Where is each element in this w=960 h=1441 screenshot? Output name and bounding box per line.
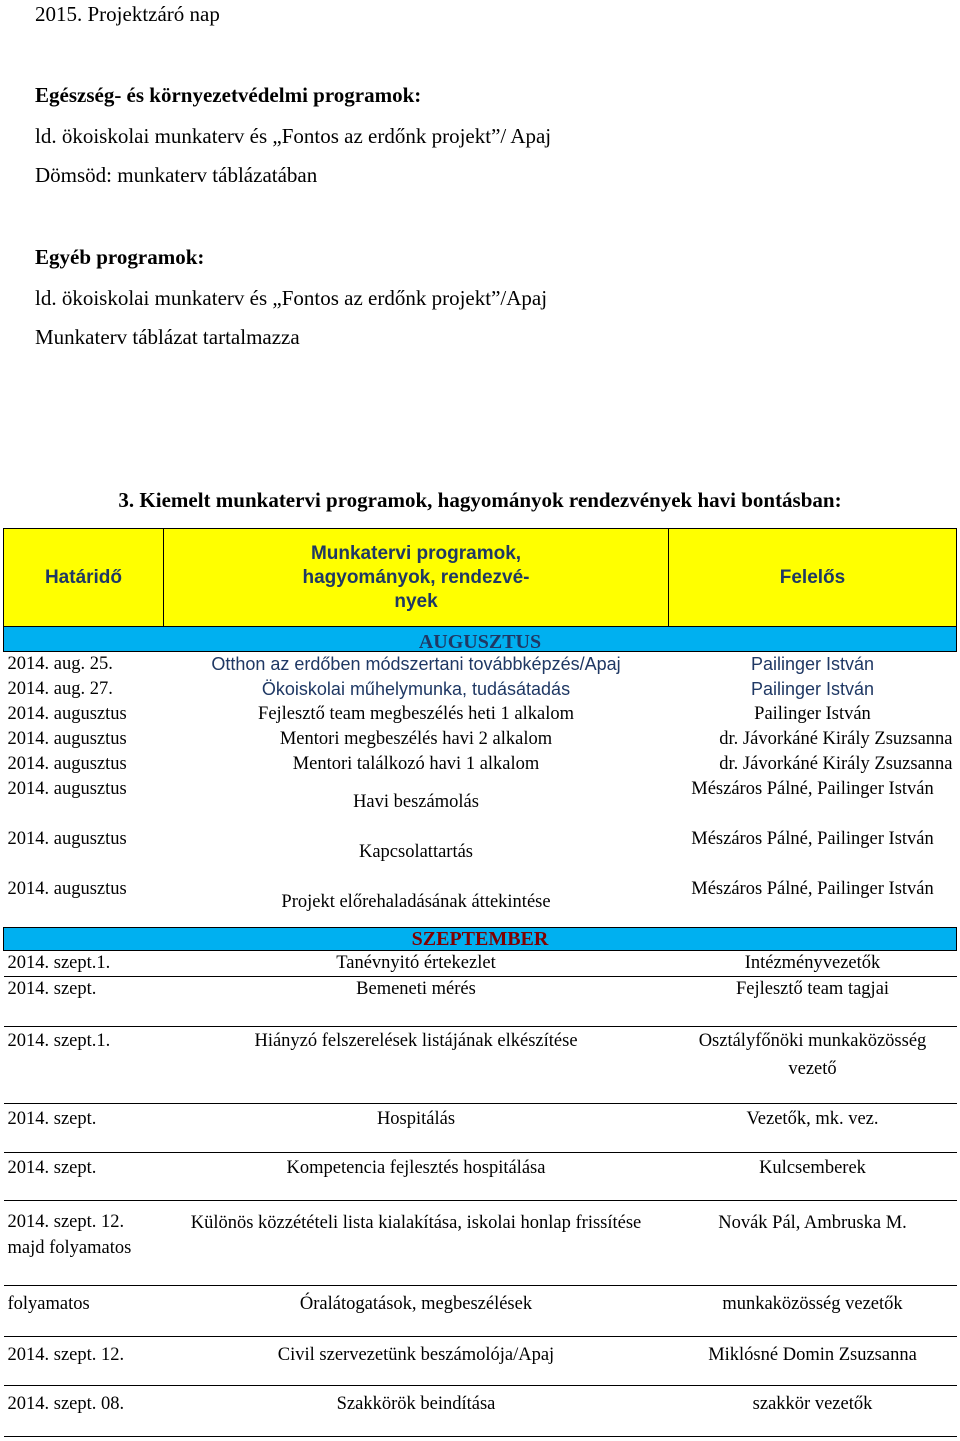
cell-date: folyamatos (4, 1286, 164, 1337)
cell-program: Hospitálás (164, 1104, 669, 1153)
table-row (4, 1153, 957, 1201)
cell-date: 2014. augusztus (7, 729, 127, 749)
table-row (4, 727, 957, 752)
cell-responsible: Fejlesztő team tagjai (669, 977, 957, 1027)
cell-responsible: Vezetők, mk. vez. (669, 1104, 957, 1153)
table-row (4, 951, 957, 977)
intro-line-projektzaro: 2015. Projektzáró nap (35, 2, 220, 26)
month-row-szeptember (4, 928, 957, 951)
program-table (3, 528, 956, 1437)
other-programs-line2: Munkaterv táblázat tartalmazza (35, 325, 300, 349)
cell-responsible: Osztályfőnöki munkaközösség vezető (669, 1027, 957, 1104)
health-programs-heading: Egészség- és környezetvédelmi programok: (35, 83, 422, 107)
header-hatarido: Határidő (4, 529, 164, 627)
cell-responsible: Mészáros Pálné, Pailinger István (691, 879, 934, 899)
cell-program: Hiányzó felszerelések listájának elkészítése (164, 1027, 669, 1104)
cell-program: Tanévnyitó értekezlet (164, 951, 669, 977)
table-row (4, 777, 957, 827)
other-programs-line1: ld. ökoiskolai munkaterv és „Fontos az erdőnk projekt”/Apaj (35, 286, 548, 310)
cell-date: 2014. szept.1. (4, 1027, 164, 1104)
cell-program: Mentori megbeszélés havi 2 alkalom (279, 729, 553, 749)
cell-responsible: Novák Pál, Ambruska M. (669, 1201, 957, 1286)
table-row (4, 752, 957, 777)
header-felelos: Felelős (669, 529, 957, 627)
cell-program: Kapcsolattartás (358, 841, 474, 862)
table-row (4, 1027, 957, 1104)
table-row (4, 677, 957, 702)
cell-program: Havi beszámolás (353, 791, 479, 812)
cell-date: 2014. augusztus (7, 879, 127, 899)
cell-date: 2014. szept. 08. (4, 1386, 164, 1437)
cell-program: Bemeneti mérés (164, 977, 669, 1027)
cell-date: 2014. szept. 12. (4, 1337, 164, 1386)
table-row (4, 1201, 957, 1286)
cell-responsible: Kulcsemberek (669, 1153, 957, 1201)
cell-date: 2014. szept. (4, 1104, 164, 1153)
table-row (4, 702, 957, 727)
cell-date: 2014. szept.1. (4, 951, 164, 977)
header-programok: Munkatervi programok, hagyományok, rendezvé-nyek (164, 529, 669, 627)
cell-responsible: Mészáros Pálné, Pailinger István (691, 829, 934, 849)
other-programs-heading: Egyéb programok: (35, 245, 205, 269)
month-row-augusztus (4, 627, 957, 652)
table-row (4, 977, 957, 1027)
cell-date: 2014. augusztus (7, 704, 127, 724)
cell-date: 2014. aug. 27. (7, 679, 113, 699)
month-label-augusztus: AUGUSZTUS (4, 627, 957, 652)
cell-responsible: dr. Jávorkáné Király Zsuzsanna (719, 754, 953, 774)
cell-program: Mentori találkozó havi 1 alkalom (292, 754, 540, 774)
cell-responsible: Pailinger István (750, 679, 875, 699)
table-row (4, 1104, 957, 1153)
cell-responsible: Pailinger István (750, 654, 875, 674)
section-title: 3. Kiemelt munkatervi programok, hagyományok rendezvények havi bontásban: (118, 488, 842, 512)
cell-responsible: Miklósné Domin Zsuzsanna (669, 1337, 957, 1386)
table-row (4, 877, 957, 928)
table-row (4, 827, 957, 877)
cell-program: Kompetencia fejlesztés hospitálása (164, 1153, 669, 1201)
cell-program: Ökoiskolai műhelymunka, tudásátadás (261, 679, 571, 699)
cell-date: 2014. augusztus (7, 829, 127, 849)
cell-date: 2014. aug. 25. (7, 654, 113, 674)
cell-program: Otthon az erdőben módszertani továbbképzés/Apaj (211, 654, 621, 674)
table-row (4, 1386, 957, 1437)
cell-program: Civil szervezetünk beszámolója/Apaj (164, 1337, 669, 1386)
cell-responsible: szakkör vezetők (669, 1386, 957, 1437)
table-row (4, 652, 957, 678)
health-programs-line2: Dömsöd: munkaterv táblázatában (35, 163, 318, 187)
cell-program: Óralátogatások, megbeszélések (164, 1286, 669, 1337)
table-header-row (4, 529, 957, 627)
cell-program: Különös közzétételi lista kialakítása, iskolai honlap frissítése (164, 1201, 669, 1286)
table-row (4, 1286, 957, 1337)
month-label-szeptember: SZEPTEMBER (4, 928, 957, 951)
cell-date: 2014. augusztus (7, 754, 127, 774)
cell-responsible: munkaközösség vezetők (669, 1286, 957, 1337)
cell-program: Fejlesztő team megbeszélés heti 1 alkalom (258, 704, 574, 724)
cell-date: 2014. augusztus (7, 779, 127, 799)
cell-responsible: Intézményvezetők (669, 951, 957, 977)
cell-responsible: Pailinger István (754, 704, 871, 724)
cell-responsible: dr. Jávorkáné Király Zsuzsanna (719, 729, 953, 749)
cell-date: 2014. szept. (4, 977, 164, 1027)
cell-date: 2014. szept. (4, 1153, 164, 1201)
cell-date: 2014. szept. 12. majd folyamatos (4, 1201, 164, 1286)
cell-responsible: Mészáros Pálné, Pailinger István (691, 779, 934, 799)
cell-program: Projekt előrehaladásának áttekintése (281, 891, 551, 912)
table-row (4, 1337, 957, 1386)
cell-program: Szakkörök beindítása (164, 1386, 669, 1437)
health-programs-line1: ld. ökoiskolai munkaterv és „Fontos az erdőnk projekt”/ Apaj (35, 124, 552, 148)
